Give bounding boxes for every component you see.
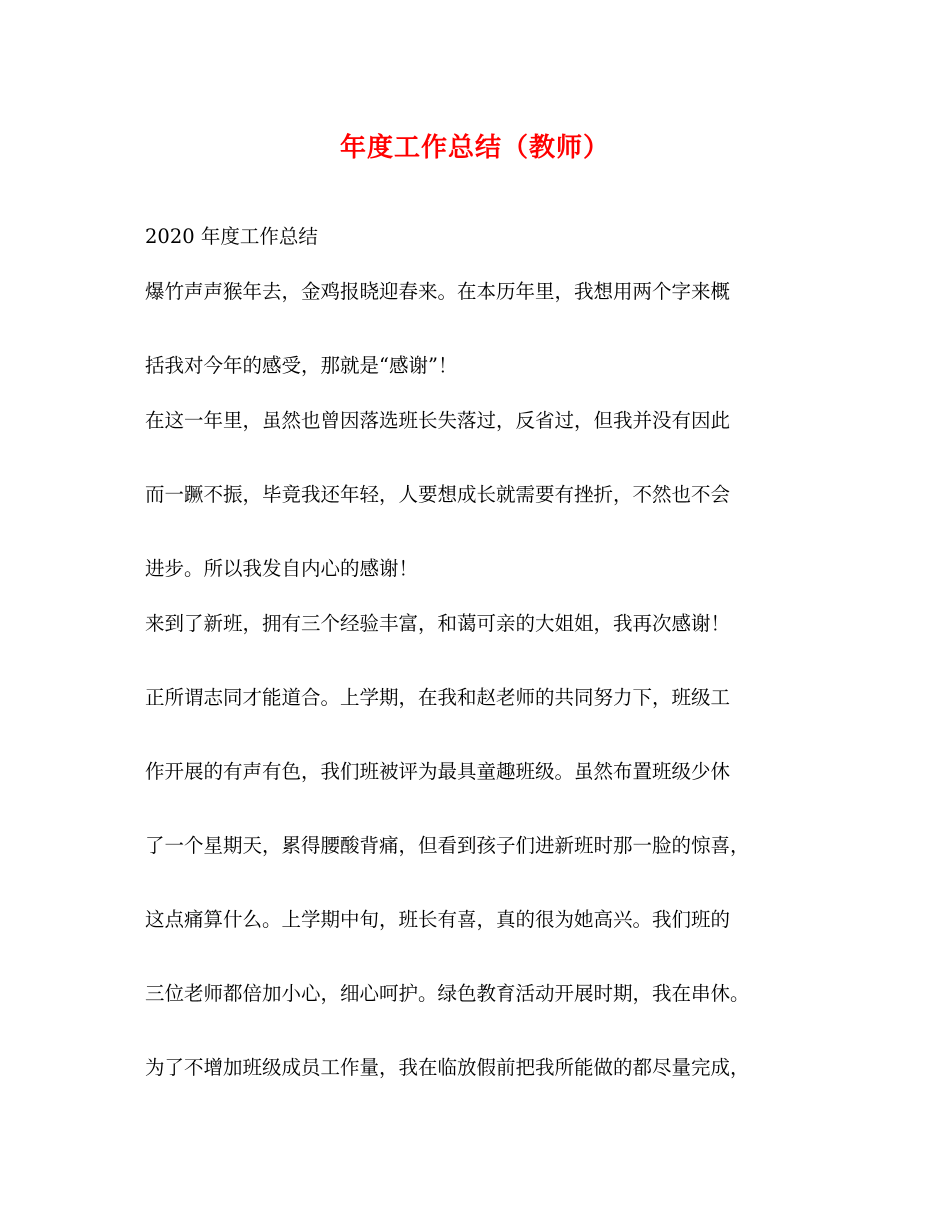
- paragraph-line: 三位老师都倍加小心，细心呵护。绿色教育活动开展时期，我在串休。: [145, 982, 750, 1005]
- paragraph-line: 括我对今年的感受，那就是“感谢”！: [145, 354, 458, 377]
- paragraph-line: 了一个星期天，累得腰酸背痛，但看到孩子们进新班时那一脸的惊喜，: [145, 834, 750, 857]
- paragraph-line: 在这一年里，虽然也曾因落选班长失落过，反省过，但我并没有因此: [145, 409, 731, 432]
- paragraph-line: 这点痛算什么。上学期中旬，班长有喜，真的很为她高兴。我们班的: [145, 908, 731, 931]
- paragraph-line: 而一蹶不振，毕竟我还年轻，人要想成长就需要有挫折，不然也不会: [145, 483, 731, 506]
- paragraph-line: 为了不增加班级成员工作量，我在临放假前把我所能做的都尽量完成，: [145, 1056, 750, 1079]
- document-body: [145, 218, 825, 1086]
- paragraph-line: 作开展的有声有色，我们班被评为最具童趣班级。虽然布置班级少休: [145, 760, 731, 783]
- paragraph-line: 进步。所以我发自内心的感谢！: [145, 557, 419, 580]
- paragraph-line: 来到了新班，拥有三个经验丰富，和蔼可亲的大姐姐，我再次感谢！: [145, 612, 731, 635]
- paragraph-line: 正所谓志同才能道合。上学期，在我和赵老师的共同努力下，班级工: [145, 686, 731, 709]
- document-title: 年度工作总结（教师）: [339, 133, 610, 163]
- paragraph-line: 爆竹声声猴年去，金鸡报晓迎春来。在本历年里，我想用两个字来概: [145, 280, 731, 303]
- subtitle-line: 2020 年度工作总结: [145, 225, 318, 248]
